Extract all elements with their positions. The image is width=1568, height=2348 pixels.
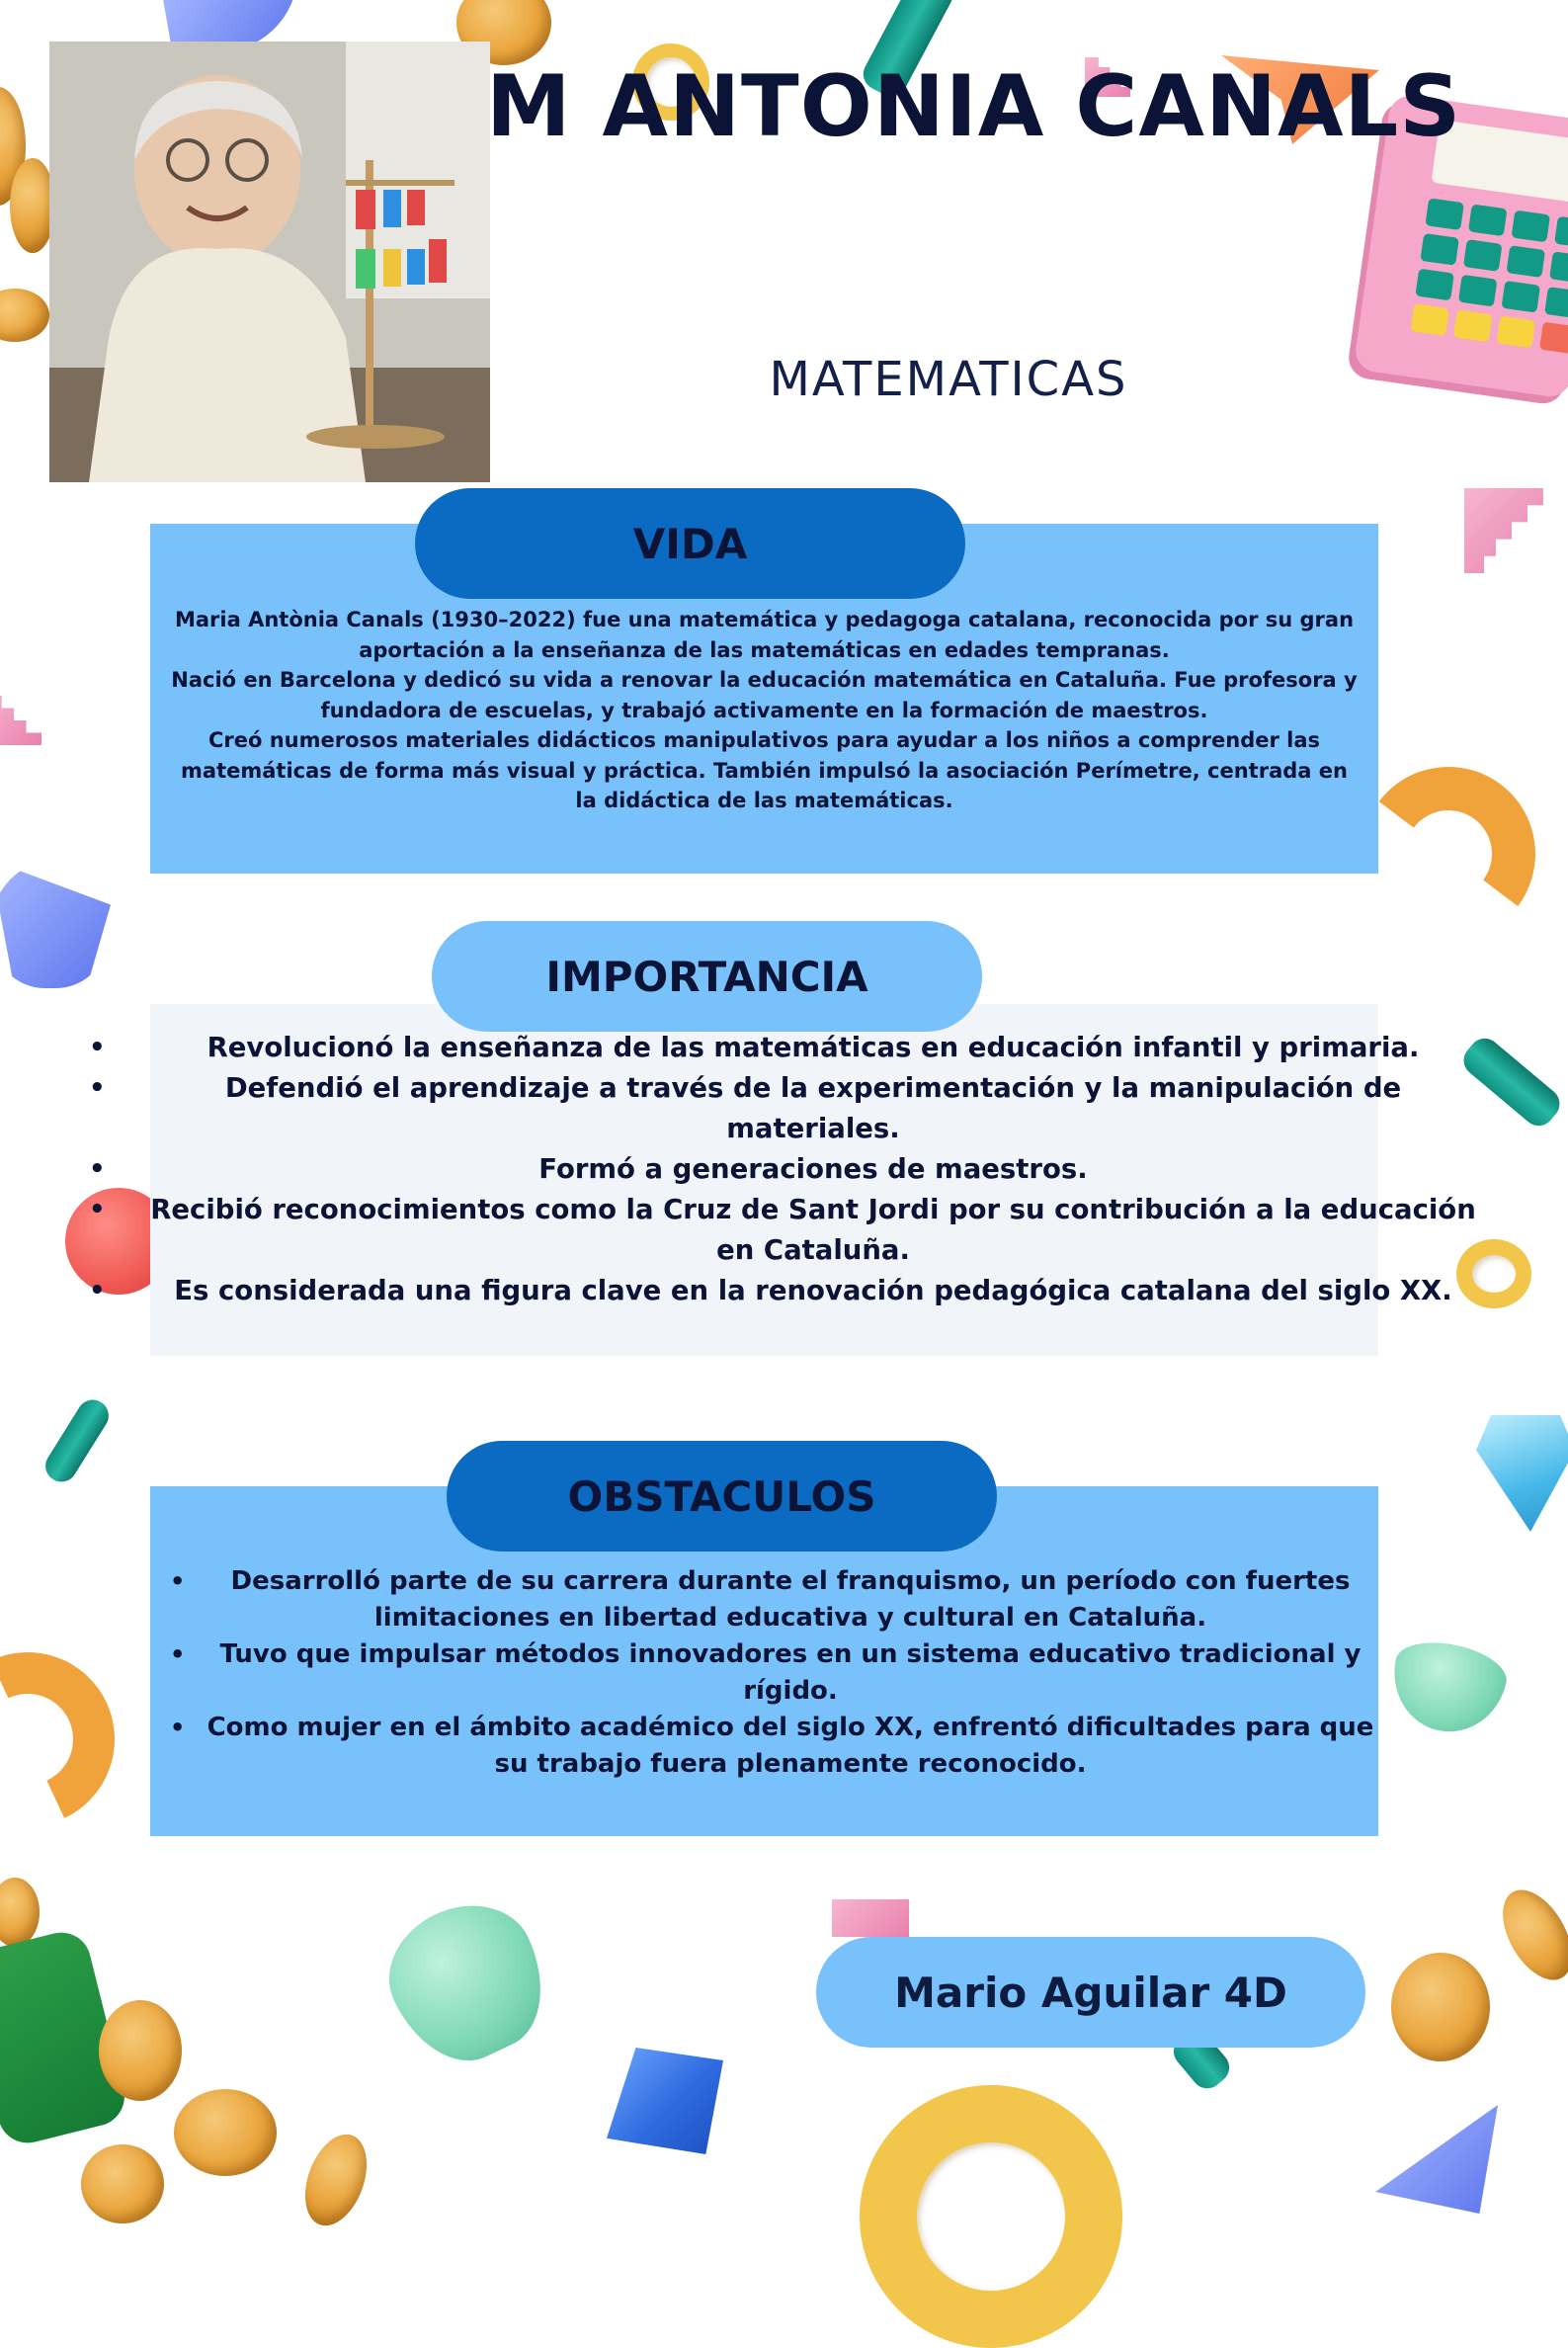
bullet-icon: • [89, 1033, 106, 1062]
calc-key [1463, 239, 1503, 272]
coin-bottom-a-shape [99, 2000, 182, 2101]
obstaculos-list [170, 1563, 1383, 1783]
pink-stairs-bottom-shape [832, 1899, 909, 1937]
coin-bottom-d-shape [293, 2126, 377, 2233]
calc-key [1420, 233, 1459, 266]
bullet-icon: • [89, 1154, 106, 1184]
calc-key [1507, 245, 1546, 278]
author-badge: Mario Aguilar 4D [816, 1937, 1365, 2048]
list-item [89, 1149, 1490, 1190]
vida-paragraph: Maria Antònia Canals (1930–2022) fue una matemática y pedagoga catalana, reconocida por su gran aportación a la enseñanza de las matemáticas en edades tempranas. [174, 608, 1355, 662]
diamond-shape [1476, 1415, 1568, 1532]
importancia-list [89, 1028, 1490, 1311]
bullet-icon: • [170, 1640, 186, 1668]
list-item-text: Revolucionó la enseñanza de las matemáticas en educación infantil y primaria. [206, 1032, 1420, 1063]
calc-key [1453, 309, 1493, 342]
coin-bottom-right-shape [1391, 1953, 1490, 2061]
blue-cone-bottom-right-shape [1375, 2105, 1498, 2214]
yellow-donut-shape [860, 2085, 1122, 2348]
calc-key [1458, 275, 1498, 307]
coin-bottom-c-shape [81, 2144, 164, 2223]
calculator-keys [1410, 198, 1568, 354]
importancia-heading: IMPORTANCIA [432, 921, 982, 1032]
calc-key [1512, 210, 1551, 243]
vida-text-block [170, 605, 1359, 816]
teal-stick-left-shape [40, 1394, 115, 1488]
pink-stairs-left-shape [0, 696, 41, 745]
calc-key [1468, 204, 1508, 236]
coin-bottom-left-shape [0, 1878, 40, 1947]
list-item-text: Recibió reconocimientos como la Cruz de Sant Jordi por su contribución a la educación en Cataluña. [150, 1194, 1476, 1266]
list-item [170, 1636, 1383, 1710]
coin-right-lower-shape [1489, 1879, 1568, 1992]
list-item [89, 1028, 1490, 1068]
list-item [89, 1068, 1490, 1149]
portrait-photo [49, 42, 490, 482]
coin-left-lower-shape [0, 289, 49, 342]
calc-key [1501, 281, 1540, 313]
bullet-icon: • [170, 1714, 186, 1741]
blue-cone-left-shape [0, 860, 111, 988]
list-item [89, 1271, 1490, 1311]
list-item-text: Desarrolló parte de su carrera durante el franquismo, un período con fuertes limitaciones en libertad educativa y cultural en Cataluña. [230, 1566, 1351, 1633]
list-item-text: Como mujer en el ámbito académico del siglo XX, enfrentó dificultades para que su trabajo fuera plenamente reconocido. [206, 1713, 1374, 1779]
portrait-illustration [49, 42, 490, 482]
calc-key [1496, 316, 1535, 349]
list-item [89, 1190, 1490, 1271]
subject-label: MATEMATICAS [769, 352, 1128, 407]
orange-arch-left-shape [0, 1628, 139, 1851]
list-item-text: Tuvo que impulsar métodos innovadores en un sistema educativo tradicional y rígido. [219, 1639, 1362, 1706]
calc-key [1539, 322, 1568, 355]
calc-key [1415, 269, 1454, 301]
bullet-icon: • [89, 1276, 106, 1305]
calc-key [1544, 287, 1568, 319]
orange-arch-right-shape [1351, 756, 1547, 953]
list-item-text: Formó a generaciones de maestros. [538, 1153, 1088, 1185]
bullet-icon: • [170, 1567, 186, 1595]
list-item-text: Defendió el aprendizaje a través de la experimentación y la manipulación de materiales. [224, 1072, 1402, 1144]
vida-heading: VIDA [415, 488, 965, 599]
calc-key [1425, 198, 1464, 230]
vida-paragraph: Nació en Barcelona y dedicó su vida a renovar la educación matemática en Cataluña. Fue profesora y fundadora de escuelas, y trabajó activamente en la formación de maestros. [171, 668, 1358, 722]
green-hemisphere-bottom-shape [369, 1883, 566, 2081]
coin-bottom-b-shape [174, 2089, 277, 2176]
calc-key [1549, 251, 1568, 284]
calc-key [1554, 216, 1568, 249]
blue-cube-shape [607, 2048, 723, 2154]
vida-paragraph: Creó numerosos materiales didácticos manipulativos para ayudar a los niños a comprender las matemáticas de forma más visual y práctica. También impulsó la asociación Perímetre, centrada en la didáctica de las matemáticas. [181, 728, 1348, 812]
obstaculos-heading: OBSTACULOS [447, 1441, 997, 1551]
pink-stairs-right-shape [1464, 488, 1543, 573]
list-item [170, 1710, 1383, 1783]
calc-key [1410, 303, 1449, 336]
bullet-icon: • [89, 1073, 106, 1103]
bullet-icon: • [89, 1195, 106, 1224]
green-hemisphere-right-shape [1383, 1634, 1512, 1742]
page-title: M ANTONIA CANALS [486, 57, 1462, 156]
list-item-text: Es considerada una figura clave en la renovación pedagógica catalana del siglo XX. [174, 1275, 1452, 1306]
list-item [170, 1563, 1383, 1636]
